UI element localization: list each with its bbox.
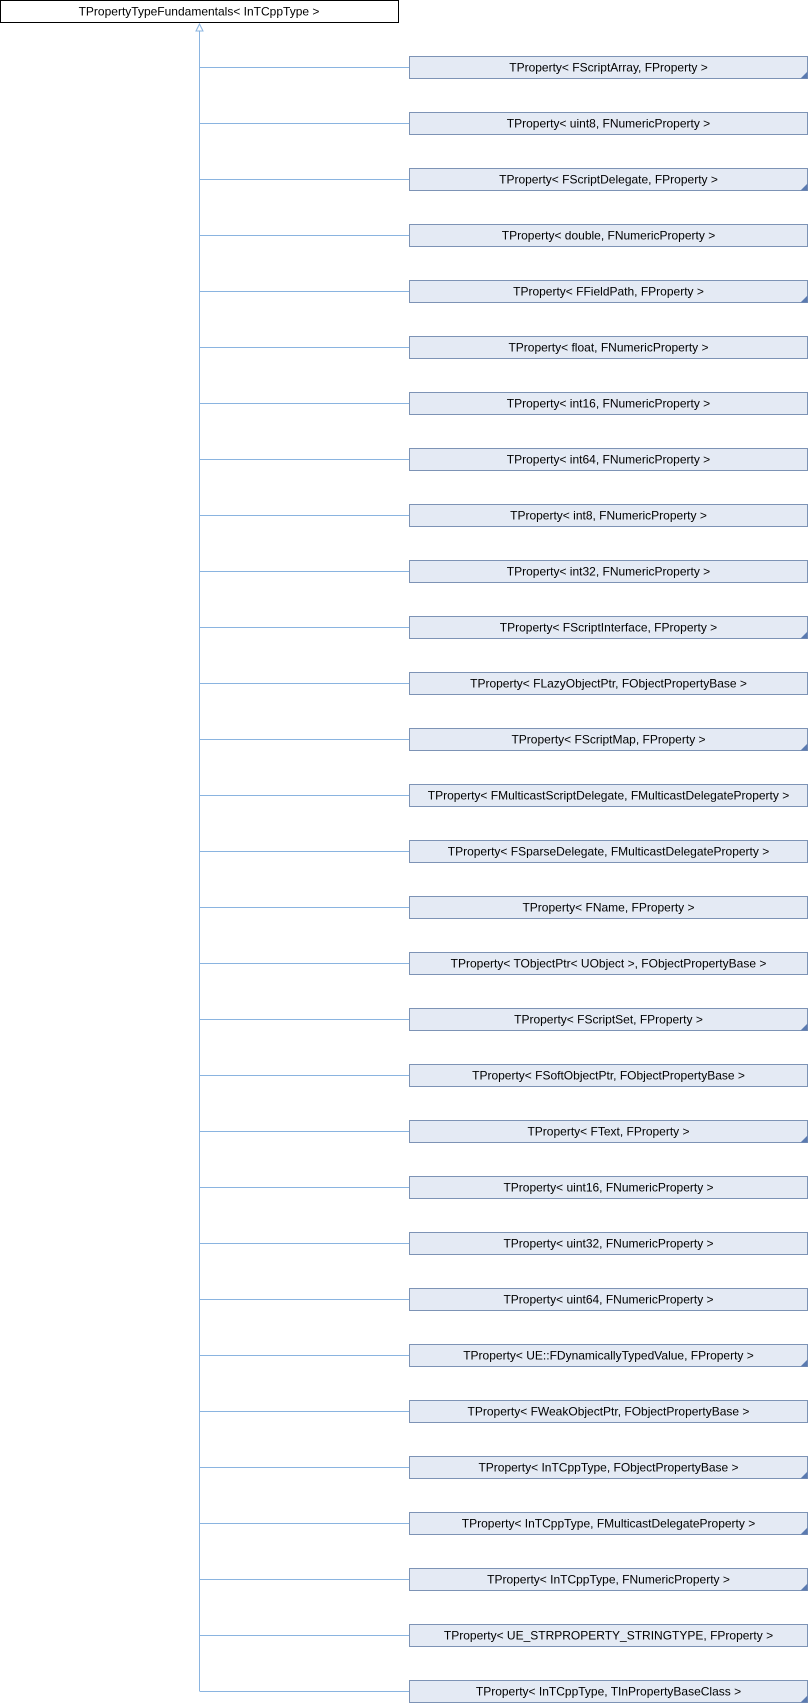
derived-class-node[interactable]: [410, 1345, 808, 1367]
derived-class-label: TProperty< FName, FProperty >: [522, 900, 695, 915]
derived-class-label: TProperty< uint64, FNumericProperty >: [503, 1292, 714, 1307]
derived-class-label: TProperty< int32, FNumericProperty >: [506, 564, 711, 579]
derived-class-node[interactable]: [410, 113, 808, 135]
derived-class-node[interactable]: [410, 1009, 808, 1031]
derived-class-node[interactable]: [410, 505, 808, 527]
derived-class-label: TProperty< FFieldPath, FProperty >: [513, 284, 704, 299]
derived-class-label: TProperty< InTCppType, TInPropertyBaseClass >: [475, 1684, 742, 1699]
derived-class-node[interactable]: [410, 449, 808, 471]
derived-class-node[interactable]: [410, 841, 808, 863]
derived-class-node[interactable]: [410, 617, 808, 639]
derived-class-node[interactable]: [410, 393, 808, 415]
derived-class-label: TProperty< int8, FNumericProperty >: [510, 508, 707, 523]
derived-class-node[interactable]: [410, 1569, 808, 1591]
derived-class-label: TProperty< FScriptDelegate, FProperty >: [499, 172, 718, 187]
derived-class-label: TProperty< FText, FProperty >: [527, 1124, 690, 1139]
derived-class-label: TProperty< float, FNumericProperty >: [508, 340, 709, 355]
derived-class-node[interactable]: [410, 169, 808, 191]
derived-class-node[interactable]: [410, 1457, 808, 1479]
derived-class-label: TProperty< InTCppType, FNumericProperty >: [487, 1572, 730, 1587]
derived-class-label: TProperty< FMulticastScriptDelegate, FMulticastDelegateProperty >: [427, 788, 790, 803]
derived-class-label: TProperty< uint16, FNumericProperty >: [503, 1180, 714, 1195]
derived-class-node[interactable]: [410, 785, 808, 807]
derived-class-list: [410, 57, 808, 1703]
derived-class-node[interactable]: [410, 1233, 808, 1255]
derived-class-label: TProperty< TObjectPtr< UObject >, FObjectPropertyBase >: [450, 956, 767, 971]
derived-class-label: TProperty< double, FNumericProperty >: [501, 228, 716, 243]
derived-class-node[interactable]: [410, 225, 808, 247]
derived-class-node[interactable]: [410, 1065, 808, 1087]
derived-class-label: TProperty< uint8, FNumericProperty >: [506, 116, 711, 131]
derived-class-node[interactable]: [410, 1289, 808, 1311]
derived-class-label: TProperty< FScriptInterface, FProperty >: [499, 620, 718, 635]
derived-class-label: TProperty< UE_STRPROPERTY_STRINGTYPE, FProperty >: [443, 1628, 774, 1643]
derived-class-label: TProperty< FScriptSet, FProperty >: [514, 1012, 703, 1027]
derived-class-node[interactable]: [410, 57, 808, 79]
derived-class-node[interactable]: [410, 673, 808, 695]
derived-class-label: TProperty< FSparseDelegate, FMulticastDelegateProperty >: [447, 844, 770, 859]
root-node[interactable]: [1, 1, 399, 23]
derived-class-label: TProperty< int16, FNumericProperty >: [506, 396, 711, 411]
derived-class-node[interactable]: [410, 1625, 808, 1647]
derived-class-node[interactable]: [410, 337, 808, 359]
derived-class-label: TProperty< UE::FDynamicallyTypedValue, FProperty >: [463, 1348, 754, 1363]
derived-class-label: TProperty< uint32, FNumericProperty >: [503, 1236, 714, 1251]
derived-class-label: TProperty< FLazyObjectPtr, FObjectPropertyBase >: [470, 676, 747, 691]
derived-class-label: TProperty< FSoftObjectPtr, FObjectPropertyBase >: [472, 1068, 745, 1083]
inheritance-edges: [196, 24, 410, 1692]
derived-class-label: TProperty< InTCppType, FMulticastDelegateProperty >: [461, 1516, 756, 1531]
derived-class-node[interactable]: [410, 1513, 808, 1535]
derived-class-node[interactable]: [410, 1681, 808, 1703]
derived-class-node[interactable]: [410, 953, 808, 975]
derived-class-node[interactable]: [410, 1401, 808, 1423]
derived-class-node[interactable]: [410, 729, 808, 751]
derived-class-label: TProperty< FScriptMap, FProperty >: [511, 732, 706, 747]
inheritance-arrowhead: [196, 24, 203, 31]
derived-class-label: TProperty< FWeakObjectPtr, FObjectPropertyBase >: [467, 1404, 750, 1419]
derived-class-label: TProperty< int64, FNumericProperty >: [506, 452, 711, 467]
derived-class-label: TProperty< FScriptArray, FProperty >: [509, 60, 708, 75]
derived-class-node[interactable]: [410, 1177, 808, 1199]
derived-class-node[interactable]: [410, 561, 808, 583]
root-node-label: TPropertyTypeFundamentals< InTCppType >: [78, 4, 320, 19]
derived-class-node[interactable]: [410, 281, 808, 303]
derived-class-node[interactable]: [410, 897, 808, 919]
derived-class-node[interactable]: [410, 1121, 808, 1143]
derived-class-label: TProperty< InTCppType, FObjectPropertyBase >: [478, 1460, 739, 1475]
